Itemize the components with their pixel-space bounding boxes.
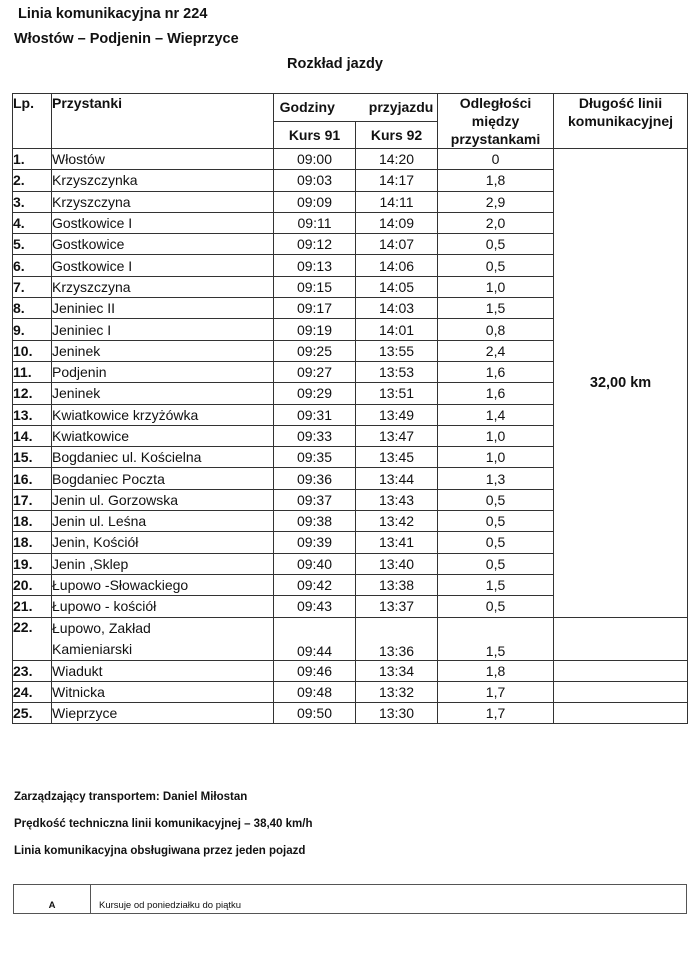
arrival-course-92: 13:40 — [356, 553, 438, 574]
stop-name-line1: Łupowo - kościół — [52, 598, 157, 615]
stop-name — [52, 489, 274, 510]
line-title: Linia komunikacyjna nr 224 — [18, 6, 208, 22]
distance-between-stops: 2,4 — [438, 340, 554, 361]
distance-between-stops: 0,5 — [438, 255, 554, 276]
distance-between-stops: 0,5 — [438, 553, 554, 574]
row-number: 8. — [13, 298, 52, 319]
stop-name-line1: Bogdaniec Poczta — [52, 470, 165, 487]
header-length-line2: komunikacyjnej — [567, 113, 674, 129]
header-course-91: Kurs 91 — [274, 121, 356, 149]
arrival-course-91: 09:48 — [274, 681, 356, 702]
stop-name-line1: Witnicka — [52, 683, 105, 700]
stop-name-line1: Gostkowice — [52, 236, 125, 253]
row-number: 7. — [13, 276, 52, 297]
stop-name — [52, 425, 274, 446]
stop-name — [52, 319, 274, 340]
stop-name-line1: Krzyszczyna — [52, 193, 131, 210]
row-number: 15. — [13, 447, 52, 468]
arrival-course-92: 14:05 — [356, 276, 438, 297]
stop-name-line1: Krzyszczyna — [52, 278, 131, 295]
stop-name-line1: Wieprzyce — [52, 705, 118, 722]
stop-name-line1: Jeninek — [52, 385, 101, 402]
arrival-course-92: 14:03 — [356, 298, 438, 319]
header-course-92: Kurs 92 — [356, 121, 438, 149]
stop-name — [52, 212, 274, 233]
timetable-body — [13, 149, 688, 724]
table-row — [13, 681, 688, 702]
arrival-course-92: 13:41 — [356, 532, 438, 553]
stop-name-line1: Jenin ul. Leśna — [52, 513, 147, 530]
arrival-course-91: 09:09 — [274, 191, 356, 212]
transport-manager: Zarządzający transportem: Daniel Miłostan — [14, 791, 248, 803]
arrival-course-91: 09:31 — [274, 404, 356, 425]
distance-between-stops: 1,6 — [438, 383, 554, 404]
stop-name-line2: Kamieniarski — [52, 640, 133, 657]
arrival-course-91: 09:13 — [274, 255, 356, 276]
stop-name — [52, 191, 274, 212]
row-number: 12. — [13, 383, 52, 404]
distance-between-stops: 1,5 — [438, 617, 554, 660]
vehicle-info: Linia komunikacyjna obsługiwana przez jeden pojazd — [14, 845, 306, 857]
document-title: Rozkład jazdy — [287, 56, 383, 72]
row-number: 10. — [13, 340, 52, 361]
stop-name-line1: Jenin ,Sklep — [52, 555, 129, 572]
row-number: 14. — [13, 425, 52, 446]
distance-between-stops: 2,0 — [438, 212, 554, 233]
distance-between-stops: 0,5 — [438, 532, 554, 553]
arrival-course-92: 14:06 — [356, 255, 438, 276]
stop-name-line1: Jeniniec I — [52, 321, 112, 338]
arrival-course-91: 09:27 — [274, 361, 356, 382]
stop-name — [52, 404, 274, 425]
header-distance — [438, 94, 554, 149]
arrival-course-91: 09:42 — [274, 574, 356, 595]
row-number: 16. — [13, 468, 52, 489]
arrival-course-92: 13:49 — [356, 404, 438, 425]
stop-name-line1: Jeniniec II — [52, 300, 116, 317]
row-number: 4. — [13, 212, 52, 233]
distance-between-stops: 1,0 — [438, 447, 554, 468]
row-number: 24. — [13, 681, 52, 702]
header-line-length — [554, 94, 688, 149]
stop-name — [52, 170, 274, 191]
arrival-course-91: 09:46 — [274, 660, 356, 681]
stop-name — [52, 149, 274, 170]
stop-name — [52, 617, 274, 660]
header-length-line1: Długość linii — [578, 95, 663, 111]
header-hours-word: Godziny — [279, 99, 335, 116]
stop-name — [52, 447, 274, 468]
row-number: 1. — [13, 149, 52, 170]
stop-name-line1: Wiadukt — [52, 662, 103, 679]
stop-name — [52, 234, 274, 255]
distance-between-stops: 1,8 — [438, 170, 554, 191]
stop-name-line1: Łupowo, Zakład — [52, 619, 151, 636]
distance-between-stops: 1,7 — [438, 703, 554, 724]
table-row — [13, 660, 688, 681]
stop-name — [52, 574, 274, 595]
stop-name-line1: Jenin ul. Gorzowska — [52, 491, 179, 508]
arrival-course-91: 09:25 — [274, 340, 356, 361]
stop-name-line1: Gostkowice I — [52, 257, 133, 274]
stop-name — [52, 383, 274, 404]
arrival-course-91: 09:43 — [274, 596, 356, 617]
arrival-course-91: 09:15 — [274, 276, 356, 297]
arrival-course-92: 13:51 — [356, 383, 438, 404]
distance-between-stops: 0,5 — [438, 511, 554, 532]
distance-between-stops: 2,9 — [438, 191, 554, 212]
legend-row — [14, 885, 687, 914]
arrival-course-92: 13:37 — [356, 596, 438, 617]
row-number: 19. — [13, 553, 52, 574]
stop-name-line1: Gostkowice I — [52, 215, 133, 232]
stop-name — [52, 553, 274, 574]
arrival-course-92: 13:38 — [356, 574, 438, 595]
stop-name — [52, 276, 274, 297]
arrival-course-92: 13:43 — [356, 489, 438, 510]
arrival-course-92: 14:20 — [356, 149, 438, 170]
technical-speed: Prędkość techniczna linii komunikacyjnej – 38,40 km/h — [14, 818, 313, 830]
header-distance-line3: przystankami — [450, 131, 541, 147]
arrival-course-91: 09:50 — [274, 703, 356, 724]
stop-name — [52, 596, 274, 617]
arrival-course-91: 09:11 — [274, 212, 356, 233]
stop-name-line1: Kwiatkowice — [52, 428, 130, 444]
arrival-course-92: 13:30 — [356, 703, 438, 724]
stop-name-line1: Podjenin — [52, 364, 107, 381]
line-length-empty-cell — [554, 660, 688, 681]
legend-table — [13, 884, 687, 914]
arrival-course-92: 13:32 — [356, 681, 438, 702]
line-length-value: 32,00 km — [554, 149, 688, 618]
header-arrival-hours — [274, 94, 438, 122]
row-number: 2. — [13, 170, 52, 191]
arrival-course-92: 13:34 — [356, 660, 438, 681]
row-number: 5. — [13, 234, 52, 255]
table-row — [13, 149, 688, 170]
row-number: 17. — [13, 489, 52, 510]
arrival-course-92: 13:47 — [356, 425, 438, 446]
row-number: 13. — [13, 404, 52, 425]
stop-name — [52, 361, 274, 382]
stop-name-line1: Kwiatkowice krzyżówka — [52, 406, 199, 423]
stop-name — [52, 660, 274, 681]
stop-name-line1: Łupowo -Słowackiego — [52, 577, 189, 594]
line-length-empty-cell — [554, 703, 688, 724]
arrival-course-91: 09:36 — [274, 468, 356, 489]
header-distance-line2: między — [471, 113, 520, 129]
line-length-empty-cell — [554, 681, 688, 702]
distance-between-stops: 1,7 — [438, 681, 554, 702]
arrival-course-91: 09:39 — [274, 532, 356, 553]
arrival-course-92: 14:17 — [356, 170, 438, 191]
arrival-course-91: 09:38 — [274, 511, 356, 532]
stop-name — [52, 681, 274, 702]
arrival-course-91: 09:33 — [274, 425, 356, 446]
arrival-course-92: 13:55 — [356, 340, 438, 361]
row-number: 18. — [13, 532, 52, 553]
header-row — [13, 94, 688, 122]
row-number: 11. — [13, 361, 52, 382]
stop-name-line1: Jenin, Kościół — [52, 534, 139, 551]
stop-name — [52, 468, 274, 489]
stop-name — [52, 255, 274, 276]
distance-between-stops: 1,8 — [438, 660, 554, 681]
arrival-course-92: 14:01 — [356, 319, 438, 340]
distance-between-stops: 0,5 — [438, 489, 554, 510]
arrival-course-92: 13:42 — [356, 511, 438, 532]
arrival-course-91: 09:19 — [274, 319, 356, 340]
header-arrival-word: przyjazdu — [368, 99, 434, 116]
arrival-course-92: 13:53 — [356, 361, 438, 382]
distance-between-stops: 1,5 — [438, 298, 554, 319]
distance-between-stops: 1,0 — [438, 276, 554, 297]
arrival-course-92: 13:44 — [356, 468, 438, 489]
legend-code: A — [14, 885, 91, 914]
line-length-empty-cell — [554, 617, 688, 660]
stop-name-line1: Włostów — [52, 151, 105, 168]
table-row — [13, 617, 688, 660]
stop-name — [52, 298, 274, 319]
row-number: 22. — [13, 617, 52, 660]
arrival-course-92: 14:11 — [356, 191, 438, 212]
stop-name-line1: Bogdaniec ul. Kościelna — [52, 449, 202, 466]
distance-between-stops: 1,0 — [438, 425, 554, 446]
stop-name — [52, 532, 274, 553]
row-number: 25. — [13, 703, 52, 724]
distance-between-stops: 1,5 — [438, 574, 554, 595]
arrival-course-91: 09:12 — [274, 234, 356, 255]
legend-description: Kursuje od poniedziałku do piątku — [91, 885, 687, 914]
header-lp: Lp. — [13, 94, 52, 149]
arrival-course-92: 13:45 — [356, 447, 438, 468]
distance-between-stops: 0,5 — [438, 596, 554, 617]
row-number: 21. — [13, 596, 52, 617]
stop-name-line1: Jeninek — [52, 342, 101, 359]
arrival-course-91: 09:44 — [274, 617, 356, 660]
arrival-course-92: 14:07 — [356, 234, 438, 255]
distance-between-stops: 0,5 — [438, 234, 554, 255]
route-title: Włostów – Podjenin – Wieprzyce — [14, 31, 239, 47]
row-number: 6. — [13, 255, 52, 276]
stop-name-line1: Krzyszczynka — [52, 172, 138, 189]
distance-between-stops: 1,6 — [438, 361, 554, 382]
distance-between-stops: 1,3 — [438, 468, 554, 489]
distance-between-stops: 0,8 — [438, 319, 554, 340]
arrival-course-91: 09:00 — [274, 149, 356, 170]
table-row — [13, 703, 688, 724]
arrival-course-91: 09:03 — [274, 170, 356, 191]
arrival-course-92: 14:09 — [356, 212, 438, 233]
stop-name — [52, 703, 274, 724]
arrival-course-91: 09:35 — [274, 447, 356, 468]
arrival-course-91: 09:40 — [274, 553, 356, 574]
distance-between-stops: 0 — [438, 149, 554, 170]
distance-between-stops: 1,4 — [438, 404, 554, 425]
stop-name — [52, 340, 274, 361]
arrival-course-92: 13:36 — [356, 617, 438, 660]
timetable — [12, 93, 688, 724]
header-distance-line1: Odległości — [459, 95, 532, 111]
arrival-course-91: 09:37 — [274, 489, 356, 510]
row-number: 3. — [13, 191, 52, 212]
stop-name — [52, 511, 274, 532]
arrival-course-91: 09:17 — [274, 298, 356, 319]
arrival-course-91: 09:29 — [274, 383, 356, 404]
row-number: 9. — [13, 319, 52, 340]
header-stops: Przystanki — [52, 94, 274, 149]
row-number: 23. — [13, 660, 52, 681]
row-number: 20. — [13, 574, 52, 595]
row-number: 18. — [13, 511, 52, 532]
